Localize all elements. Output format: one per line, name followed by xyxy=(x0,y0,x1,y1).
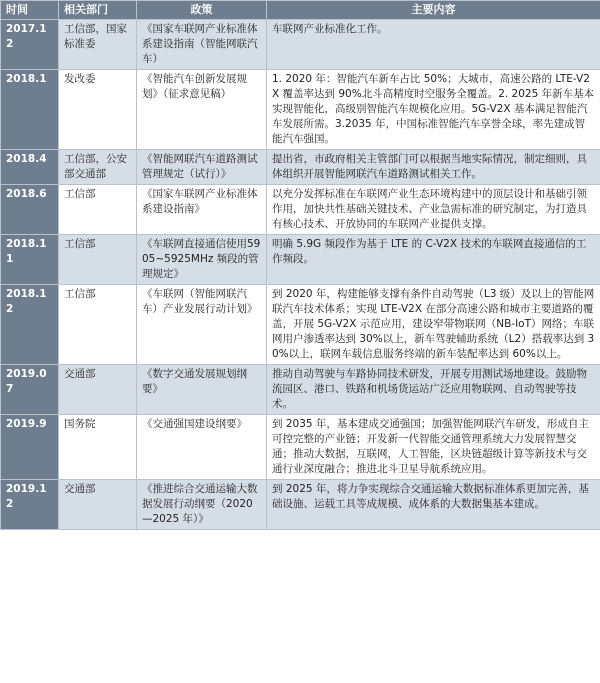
row-content: 车联网产业标准化工作。 xyxy=(267,20,600,70)
table-row xyxy=(1,365,600,415)
row-dept: 发改委 xyxy=(59,70,137,150)
table-header xyxy=(1,1,600,20)
row-dept: 交通部 xyxy=(59,480,137,530)
table-row xyxy=(1,70,600,150)
row-policy: 《国家车联网产业标准体系建设指南（智能网联汽车） xyxy=(137,20,267,70)
row-time: 2018.1 xyxy=(1,70,59,150)
row-content: 1. 2020 年：智能汽车新车占比 50%；大城市，高速公路的 LTE-V2X 覆盖率达到 90%北斗高精度时空服务全覆盖。2. 2025 年新车基本实现智能化，高级别智能汽车规模化应用。5G-V2X 基本满足智能汽车发展所需。3.2035 年，中国标准智能汽车享誉全球，率先建成智能汽车强国。 xyxy=(267,70,600,150)
row-time: 2017.12 xyxy=(1,20,59,70)
row-content: 明确 5.9G 频段作为基于 LTE 的 C-V2X 技术的车联网直接通信的工作频段。 xyxy=(267,235,600,285)
row-content: 推动自动驾驶与车路协同技术研发，开展专用测试场地建设。鼓励物流园区、港口、铁路和机场货运站广泛应用物联网、自动驾驶等技术。 xyxy=(267,365,600,415)
header-content: 主要内容 xyxy=(267,1,600,20)
row-policy: 《推进综合交通运输大数据发展行动纲要（2020—2025 年）》 xyxy=(137,480,267,530)
row-time: 2018.12 xyxy=(1,285,59,365)
row-policy: 《数字交通发展规划纲要》 xyxy=(137,365,267,415)
header-row xyxy=(1,1,600,20)
row-time: 2019.9 xyxy=(1,415,59,480)
row-policy: 《智能网联汽车道路测试管理规定（试行）》 xyxy=(137,150,267,185)
header-policy: 政策 xyxy=(137,1,267,20)
row-time: 2019.12 xyxy=(1,480,59,530)
header-dept: 相关部门 xyxy=(59,1,137,20)
row-content: 以充分发挥标准在车联网产业生态环境构建中的顶层设计和基础引领作用，加快共性基础关键技术、产业急需标准的研究制定，为打造具有核心技术、开放协同的车联网产业提供支撑。 xyxy=(267,185,600,235)
table-row xyxy=(1,415,600,480)
row-policy: 《交通强国建设纲要》 xyxy=(137,415,267,480)
row-dept: 工信部 xyxy=(59,235,137,285)
row-time: 2019.07 xyxy=(1,365,59,415)
row-content: 到 2025 年，将力争实现综合交通运输大数据标准体系更加完善，基础设施、运载工具等成规模、成体系的大数据集基本建成。 xyxy=(267,480,600,530)
row-policy: 《国家车联网产业标准体系建设指南》 xyxy=(137,185,267,235)
table-row xyxy=(1,235,600,285)
row-dept: 工信部，国家标准委 xyxy=(59,20,137,70)
row-time: 2018.6 xyxy=(1,185,59,235)
row-policy: 《智能汽车创新发展规划》（征求意见稿） xyxy=(137,70,267,150)
row-dept: 工信部，公安部交通部 xyxy=(59,150,137,185)
row-dept: 工信部 xyxy=(59,185,137,235)
table-row xyxy=(1,480,600,530)
table-row xyxy=(1,185,600,235)
row-policy: 《车联网直接通信使用5905~5925MHz 频段的管理规定》 xyxy=(137,235,267,285)
row-dept: 交通部 xyxy=(59,365,137,415)
row-content: 到 2035 年，基本建成交通强国；加强智能网联汽车研发，形成自主可控完整的产业链；开发新一代智能交通管理系统大力发展智慧交通；推动大数据，互联网，人工智能，区块链超级计算等新技术与交通行业深度融合；推进北斗卫星导航系统应用。 xyxy=(267,415,600,480)
table-body xyxy=(1,20,600,530)
row-dept: 国务院 xyxy=(59,415,137,480)
row-policy: 《车联网（智能网联汽车）产业发展行动计划》 xyxy=(137,285,267,365)
row-content: 提出省，市政府相关主管部门可以根据当地实际情况，制定细则，具体组织开展智能网联汽车道路测试相关工作。 xyxy=(267,150,600,185)
row-time: 2018.11 xyxy=(1,235,59,285)
row-time: 2018.4 xyxy=(1,150,59,185)
row-content: 到 2020 年，构建能够支撑有条件自动驾驶（L3 级）及以上的智能网联汽车技术体系；实现 LTE-V2X 在部分高速公路和城市主要道路的覆盖，开展 5G-V2X 示范应用，建设窄带物联网（NB-IoT）网络；车联网用户渗透率达到 30%以上，新车驾驶辅助系统（L2）搭载率达到 30%以上，联网车载信息服务终端的新车装配率达到 60%以上。 xyxy=(267,285,600,365)
table-row xyxy=(1,285,600,365)
table-row xyxy=(1,150,600,185)
row-dept: 工信部 xyxy=(59,285,137,365)
header-time: 时间 xyxy=(1,1,59,20)
table-row xyxy=(1,20,600,70)
